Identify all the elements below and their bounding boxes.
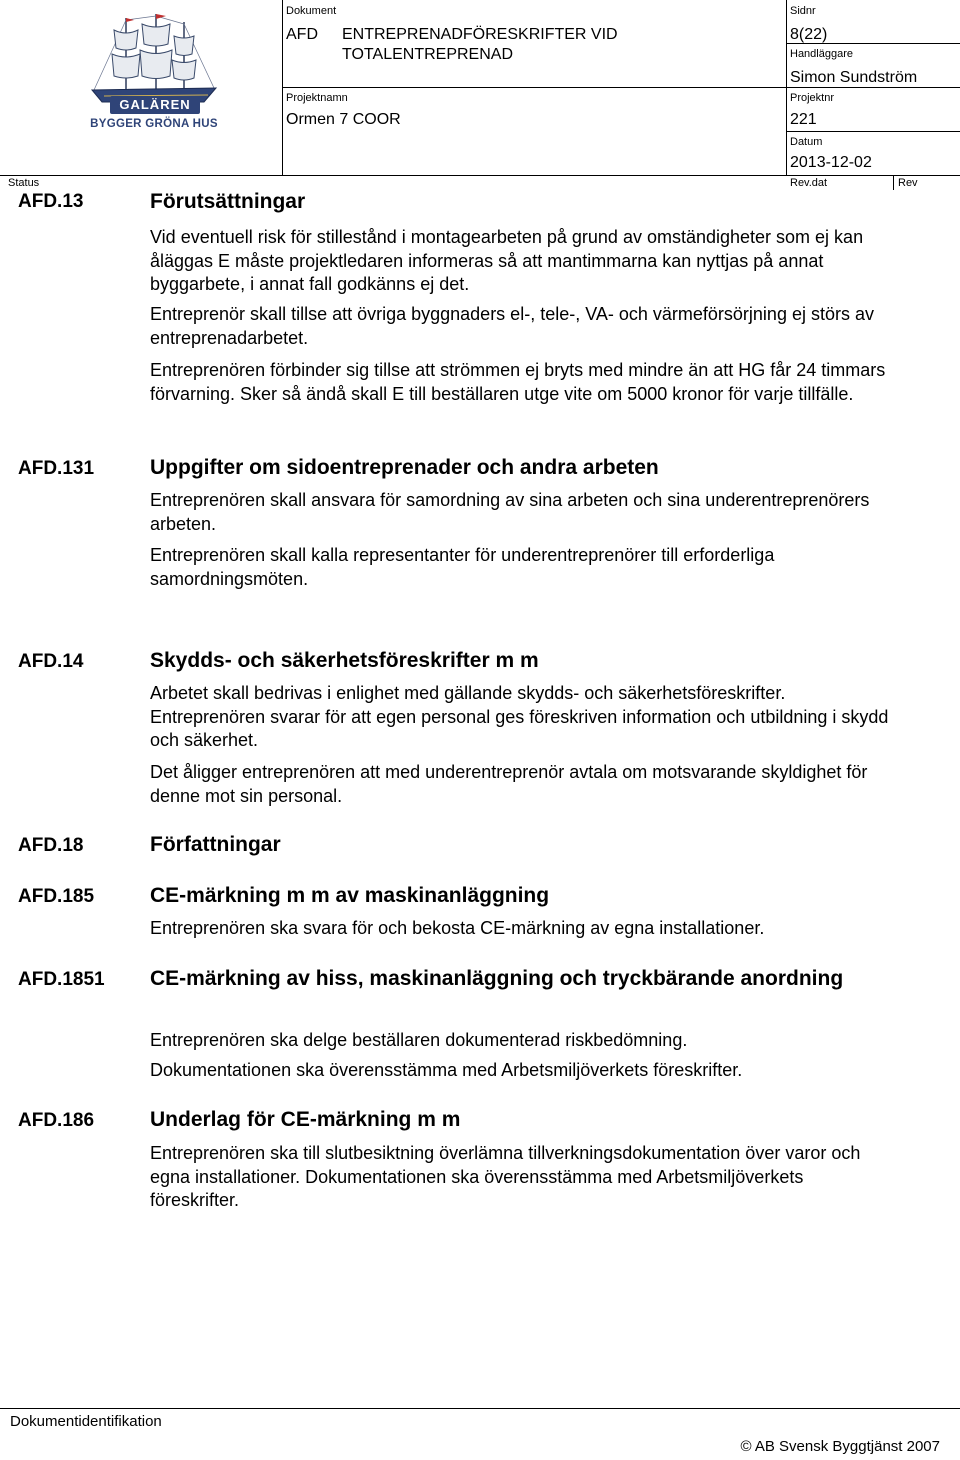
paragraph: Entreprenören ska delge beställaren dokumenterad riskbedömning. xyxy=(150,1030,688,1050)
revdat-label: Rev.dat xyxy=(790,177,828,189)
paragraph: Entreprenören skall kalla representanter för underentreprenörer till erforderliga samordningsmöten. xyxy=(150,545,775,589)
dokument-title-line2: TOTALENTREPRENAD xyxy=(342,46,513,63)
section-code-afd1851: AFD.1851 xyxy=(18,969,105,990)
paragraph: Entreprenören ska till slutbesiktning överlämna tillverkningsdokumentation över varor och egna installationer. Dokumentationen ska överensstämma med Arbetsmiljöverkets föreskrifter. xyxy=(150,1143,861,1210)
header-vline-left xyxy=(282,0,283,176)
paragraph: Entreprenör skall tillse att övriga byggnaders el-, tele-, VA- och värmeförsörjning ej störs av entreprenadarbetet. xyxy=(150,304,874,348)
dokument-label: Dokument xyxy=(286,5,337,17)
projektnr-label: Projektnr xyxy=(790,92,835,104)
logo-name: GALÄREN xyxy=(110,96,200,114)
header-hline-bottom xyxy=(0,175,960,176)
handlaggare-label: Handläggare xyxy=(790,48,853,60)
section-code-afd13: AFD.13 xyxy=(18,191,84,212)
header-hline-doc xyxy=(282,87,786,88)
section-code-afd185: AFD.185 xyxy=(18,886,95,907)
status-label: Status xyxy=(8,177,40,189)
section-heading-afd1851: CE-märkning av hiss, maskinanläggning och tryckbärande anordning xyxy=(150,967,844,990)
section-heading-afd14: Skydds- och säkerhetsföreskrifter m m xyxy=(150,649,539,672)
logo-tagline: BYGGER GRÖNA HUS xyxy=(90,118,218,130)
footer-rule xyxy=(0,1408,960,1409)
section-code-afd14: AFD.14 xyxy=(18,651,84,672)
section-heading-afd18: Författningar xyxy=(150,833,281,856)
paragraph: Vid eventuell risk för stillestånd i montagearbeten på grund av omständigheter som ej kan åläggas E måste projektledaren informeras så att mantimmarna kan nyttjas på annat byggarbete, i annat fall godkänns ej det. xyxy=(150,227,864,294)
datum-label: Datum xyxy=(790,136,823,148)
projektnr-value: 221 xyxy=(790,111,817,128)
section-heading-afd185: CE-märkning m m av maskinanläggning xyxy=(150,884,550,907)
rev-label: Rev xyxy=(898,177,918,189)
datum-value: 2013-12-02 xyxy=(790,154,872,171)
projektnamn-value: Ormen 7 COOR xyxy=(286,111,401,128)
document-identification-label: Dokumentidentifikation xyxy=(10,1413,162,1430)
paragraph: Entreprenören ska svara för och bekosta CE-märkning av egna installationer. xyxy=(150,918,765,938)
paragraph: Entreprenören skall ansvara för samordning av sina arbeten och sina underentreprenörers arbeten. xyxy=(150,490,870,534)
handlaggare-value: Simon Sundström xyxy=(790,69,918,86)
projektnamn-label: Projektnamn xyxy=(286,92,348,104)
paragraph: Entreprenören förbinder sig tillse att strömmen ej bryts med mindre än att HG får 24 timmars förvarning. Sker så ändå skall E till beställaren utge vite om 5000 kronor för varje tillfälle. xyxy=(150,360,886,404)
dokument-code: AFD xyxy=(286,26,318,43)
section-code-afd131: AFD.131 xyxy=(18,458,95,479)
dokument-title-line1: ENTREPRENADFÖRESKRIFTER VID xyxy=(342,26,618,43)
header-vline-right xyxy=(786,0,787,176)
section-code-afd18: AFD.18 xyxy=(18,835,84,856)
galleon-ship-icon xyxy=(74,10,234,135)
section-heading-afd13: Förutsättningar xyxy=(150,190,306,213)
sidnr-value: 8(22) xyxy=(790,26,828,43)
header-hline-projnr xyxy=(786,131,960,132)
sidnr-label: Sidnr xyxy=(790,5,816,17)
section-code-afd186: AFD.186 xyxy=(18,1110,95,1131)
header-vline-rev xyxy=(893,176,894,190)
company-logo xyxy=(74,10,234,135)
copyright-notice: © AB Svensk Byggtjänst 2007 xyxy=(740,1438,940,1455)
paragraph: Dokumentationen ska överensstämma med Arbetsmiljöverkets föreskrifter. xyxy=(150,1060,743,1080)
section-heading-afd186: Underlag för CE-märkning m m xyxy=(150,1108,461,1131)
header-hline-handl xyxy=(786,87,960,88)
section-heading-afd131: Uppgifter om sidoentreprenader och andra arbeten xyxy=(150,456,659,479)
paragraph: Det åligger entreprenören att med underentreprenör avtala om motsvarande skyldighet för denne mot sin personal. xyxy=(150,762,868,806)
paragraph: Arbetet skall bedrivas i enlighet med gällande skydds- och säkerhetsföreskrifter. Entreprenören svarar för att egen personal ges föreskriven information och utbildning i skydd och säkerhet. xyxy=(150,683,889,750)
